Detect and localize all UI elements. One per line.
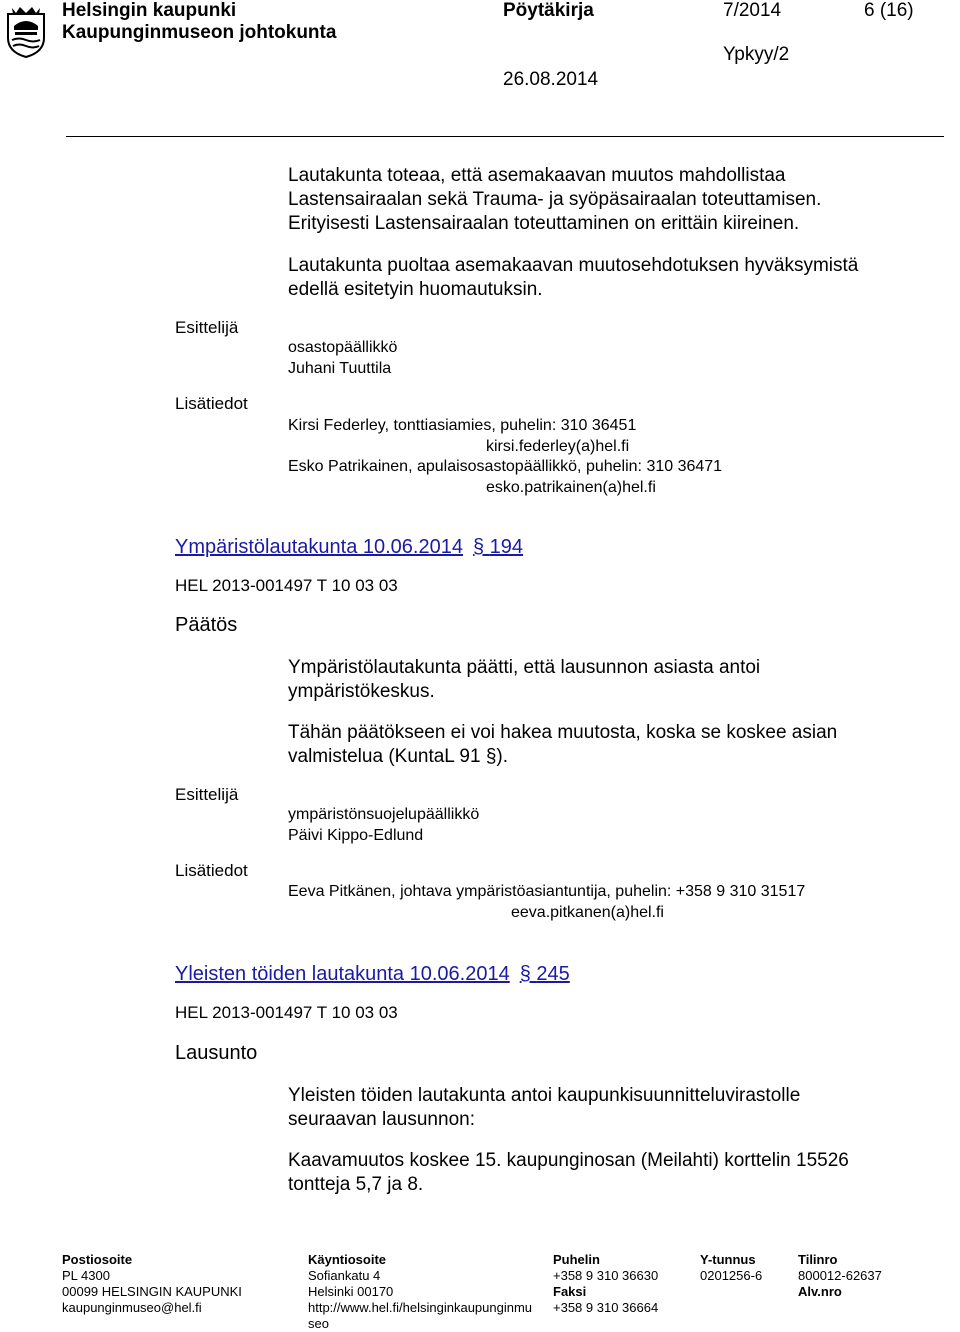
presenter-info: ympäristönsuojelupäällikkö Päivi Kippo-Edlund [288,806,480,844]
footer-phone-fax: Puhelin +358 9 310 36630 Faksi +358 9 310 36664 [553,1252,659,1315]
block3-paragraph-2: Kaavamuutos koskee 15. kaupunginosan (Meilahti) korttelin 15526 tontteja 5,7 ja 8. [288,1150,849,1195]
statement-label: Lausunto [175,1042,258,1064]
block1-paragraph-1: Lautakunta toteaa, että asemakaavan muutos mahdollistaa Lastensairaalan sekä Trauma- ja syöpäsairaalan toteuttamisen. Erityisesti Lastensairaalan toteuttaminen on erittäin kiireinen. [288,165,822,234]
city-name: Helsingin kaupunki [62,0,237,21]
header-divider [66,136,944,137]
footer-business-id: Y-tunnus 0201256-6 [700,1252,763,1283]
decision-label: Päätös [175,614,238,636]
helsinki-coat-of-arms-logo [6,4,46,58]
presenter-label: Esittelijä [175,785,239,804]
page-number: 6 (16) [864,0,914,21]
meeting-date: 26.08.2014 [503,69,599,90]
info-label: Lisätiedot [175,861,248,880]
contact-2: Esko Patrikainen, apulaisosastopäällikkö, puhelin: 310 36471 [288,458,723,475]
section-code: Ypkyy/2 [723,44,790,65]
footer-postal-address: Postiosoite PL 4300 00099 HELSINGIN KAUPUNKI kaupunginmuseo@hel.fi [62,1252,242,1315]
footer-account-vat: Tilinro 800012-62637 Alv.nro [798,1252,882,1299]
contact-1: Eeva Pitkänen, johtava ympäristöasiantuntija, puhelin: +358 9 310 31517 [288,883,806,900]
document-type: Pöytäkirja [503,0,594,21]
block3-paragraph-1: Yleisten töiden lautakunta antoi kaupunkisuunnitteluvirastolle seuraavan lausunnon: [288,1085,801,1130]
footer-visiting-address: Käyntiosoite Sofiankatu 4 Helsinki 00170 http://www.hel.fi/helsinginkaupunginmu seo [308,1252,533,1331]
board-name: Kaupunginmuseon johtokunta [62,22,337,43]
contact-1-email: kirsi.federley(a)hel.fi [486,438,630,455]
block1-paragraph-2: Lautakunta puoltaa asemakaavan muutosehdotuksen hyväksymistä edellä esitetyin huomautuksin. [288,255,859,300]
info-label: Lisätiedot [175,394,248,413]
case-reference: HEL 2013-001497 T 10 03 03 [175,576,398,595]
contact-2-email: esko.patrikainen(a)hel.fi [486,479,656,496]
block2-paragraph-2: Tähän päätökseen ei voi hakea muutosta, koska se koskee asian valmistelua (KuntaL 91 §). [288,722,838,767]
block2-paragraph-1: Ympäristölautakunta päätti, että lausunnon asiasta antoi ympäristökeskus. [288,657,761,702]
presenter-info: osastopäällikkö Juhani Tuuttila [288,339,398,377]
case-reference: HEL 2013-001497 T 10 03 03 [175,1003,398,1022]
protocol-number: 7/2014 [723,0,782,21]
contact-1: Kirsi Federley, tonttiasiamies, puhelin: 310 36451 [288,417,637,434]
contact-1-email: eeva.pitkanen(a)hel.fi [511,904,664,921]
section-title-public-works-board[interactable]: Yleisten töiden lautakunta 10.06.2014 § 245 [175,963,570,985]
presenter-label: Esittelijä [175,318,239,337]
section-title-environment-board[interactable]: Ympäristölautakunta 10.06.2014 § 194 [175,536,524,558]
